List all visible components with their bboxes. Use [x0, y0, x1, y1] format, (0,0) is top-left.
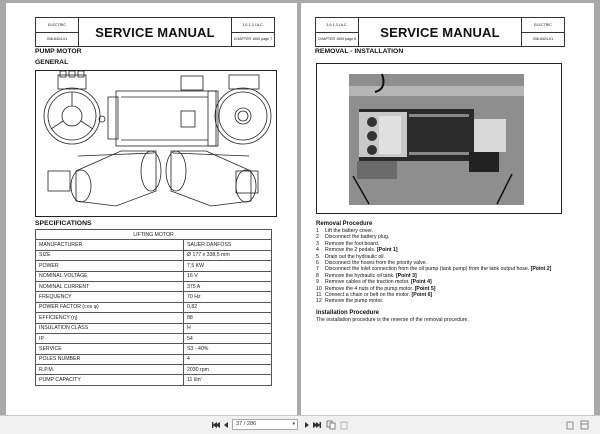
- header-chapter: CHAPTER 1000 page 7: [233, 37, 273, 42]
- header-model: 1,0-1,3 I.A.C.: [316, 18, 358, 33]
- step-number: 5: [316, 253, 319, 260]
- next-page-icon[interactable]: [304, 420, 310, 430]
- spec-label: SERVICE: [36, 344, 184, 354]
- spec-value: S3 - 40%: [184, 344, 272, 354]
- step-text: Remove cables of the traction motor.: [325, 279, 411, 286]
- section-heading: PUMP MOTOR: [35, 48, 82, 55]
- removal-steps-list: [316, 228, 586, 305]
- spec-value: 7,5 KW: [184, 261, 272, 271]
- fit-page-icon[interactable]: [566, 420, 575, 430]
- table-row: [36, 281, 272, 291]
- table-row: [36, 323, 272, 333]
- page-indicator: 37 / 286: [236, 421, 257, 427]
- spec-label: R.P.M.: [36, 365, 184, 375]
- removal-procedure-title: Removal Procedure: [316, 221, 373, 227]
- spec-value: 16 V: [184, 271, 272, 281]
- header-doc-number: 036-8424-01: [532, 37, 554, 42]
- installation-procedure-title: Installation Procedure: [316, 309, 380, 316]
- spec-label: MANUFACTURER: [36, 240, 184, 250]
- header-chapter: CHAPTER 1000 page 8: [317, 37, 357, 42]
- installation-procedure-text: The installation procedure is the reverse of the removal procedure.: [316, 316, 469, 323]
- step-text: Remove the hydraulic oil tank.: [325, 272, 396, 279]
- step-number: 6: [316, 259, 319, 266]
- step-number: 3: [316, 240, 319, 247]
- table-row: [36, 313, 272, 323]
- spec-label: FREQUENCY: [36, 292, 184, 302]
- table-row: [36, 292, 272, 302]
- spec-value: 375 A: [184, 281, 272, 291]
- table-header-row: [36, 230, 272, 240]
- step-point: [Point 1]: [376, 247, 398, 254]
- spec-label: EFFICIENCY (η): [36, 313, 184, 323]
- spec-label: POLES NUMBER: [36, 354, 184, 364]
- table-row: [36, 240, 272, 250]
- step-text: Remove the pump motor.: [325, 298, 384, 305]
- chevron-down-icon[interactable]: ▾: [292, 421, 295, 427]
- section-heading: REMOVAL - INSTALLATION: [315, 48, 404, 55]
- table-row: [36, 261, 272, 271]
- spec-label: INSULATION CLASS: [36, 323, 184, 333]
- header-title: SERVICE MANUAL: [380, 24, 500, 40]
- step-point: [Point 2]: [530, 266, 552, 273]
- step-number: 7: [316, 266, 319, 273]
- spec-label: NOMINAL CURRENT: [36, 281, 184, 291]
- step-point: [Point 3]: [395, 272, 417, 279]
- page-header: [315, 17, 565, 47]
- step-number: 1: [316, 227, 319, 234]
- table-row: [36, 271, 272, 281]
- header-title: SERVICE MANUAL: [95, 24, 215, 40]
- step-number: 10: [316, 285, 322, 292]
- step-text: Disconnect the hoses from the priority valve.: [325, 259, 428, 266]
- right-page: [301, 3, 594, 415]
- step-number: 12: [316, 298, 322, 305]
- step-text: Drain out the hydraulic oil.: [325, 253, 385, 260]
- step-point: [Point 4]: [410, 279, 432, 286]
- spec-value: 54: [184, 333, 272, 343]
- page-number-input[interactable]: [232, 419, 298, 430]
- spec-label: NOMINAL VOLTAGE: [36, 271, 184, 281]
- step-text: Remove the 4 nuts of the pump motor.: [325, 285, 415, 292]
- table-row: [36, 365, 272, 375]
- step-number: 9: [316, 279, 319, 286]
- two-page-view-icon[interactable]: [339, 420, 349, 430]
- technical-drawing-figure: [35, 70, 277, 217]
- step-number: 8: [316, 272, 319, 279]
- removal-procedure: [316, 221, 586, 323]
- spec-value: SAUER DANFOSS: [184, 240, 272, 250]
- step-text: Remove the 2 pedals.: [325, 247, 377, 254]
- step-number: 4: [316, 247, 319, 254]
- step-text: Connect a chain or belt on the motor.: [325, 291, 412, 298]
- spec-value: 88: [184, 313, 272, 323]
- left-page: [6, 3, 297, 415]
- spec-value: 70 Hz: [184, 292, 272, 302]
- motor-drawing-icon: [36, 71, 276, 216]
- table-row: [36, 354, 272, 364]
- last-page-icon[interactable]: [313, 420, 321, 430]
- table-row: [36, 375, 272, 385]
- table-row: [36, 250, 272, 260]
- step-point: [Point 6]: [411, 291, 433, 298]
- step-point: [Point 5]: [414, 285, 436, 292]
- spec-value: 0,82: [184, 302, 272, 312]
- single-page-view-icon[interactable]: [326, 420, 336, 430]
- viewer-toolbar: [0, 415, 600, 434]
- spec-value: 4: [184, 354, 272, 364]
- step-text: Lift the battery cover.: [325, 227, 374, 234]
- header-doc-number: 036-8424-01: [46, 37, 68, 42]
- table-header: LIFTING MOTOR: [36, 230, 272, 240]
- motor-photo-icon: [317, 64, 561, 213]
- list-item: [316, 298, 586, 304]
- table-row: [36, 302, 272, 312]
- step-text: Disconnect the battery plug.: [325, 234, 390, 241]
- specifications-table: [35, 229, 272, 386]
- step-number: 2: [316, 234, 319, 241]
- specifications-heading: SPECIFICATIONS: [35, 220, 92, 227]
- spec-label: PUMP CAPACITY: [36, 375, 184, 385]
- spec-value: Ø 177 x 338,5 mm: [184, 250, 272, 260]
- fit-width-icon[interactable]: [580, 420, 589, 430]
- step-text: Remove the foot board.: [325, 240, 380, 247]
- spec-value: H: [184, 323, 272, 333]
- header-category: ELECTRIC: [36, 18, 78, 33]
- header-model: 1,0-1,3 I.A.C.: [232, 18, 274, 33]
- spec-label: IP: [36, 333, 184, 343]
- first-page-icon[interactable]: [212, 420, 220, 430]
- step-text: Disconnect the inlet connection from the oil pump (tank pump) from the tank output hose.: [325, 266, 531, 273]
- prev-page-icon[interactable]: [223, 420, 229, 430]
- spec-label: SIZE: [36, 250, 184, 260]
- photo-figure: [316, 63, 562, 214]
- header-category: ELECTRIC: [522, 18, 564, 33]
- spec-label: POWER FACTOR (cos φ): [36, 302, 184, 312]
- table-row: [36, 344, 272, 354]
- table-row: [36, 333, 272, 343]
- spec-label: POWER: [36, 261, 184, 271]
- step-number: 11: [316, 291, 322, 298]
- subsection-heading: GENERAL: [35, 59, 69, 66]
- page-header: [35, 17, 275, 47]
- spec-value: 2030 rpm: [184, 365, 272, 375]
- spec-value: 11 l/m': [184, 375, 272, 385]
